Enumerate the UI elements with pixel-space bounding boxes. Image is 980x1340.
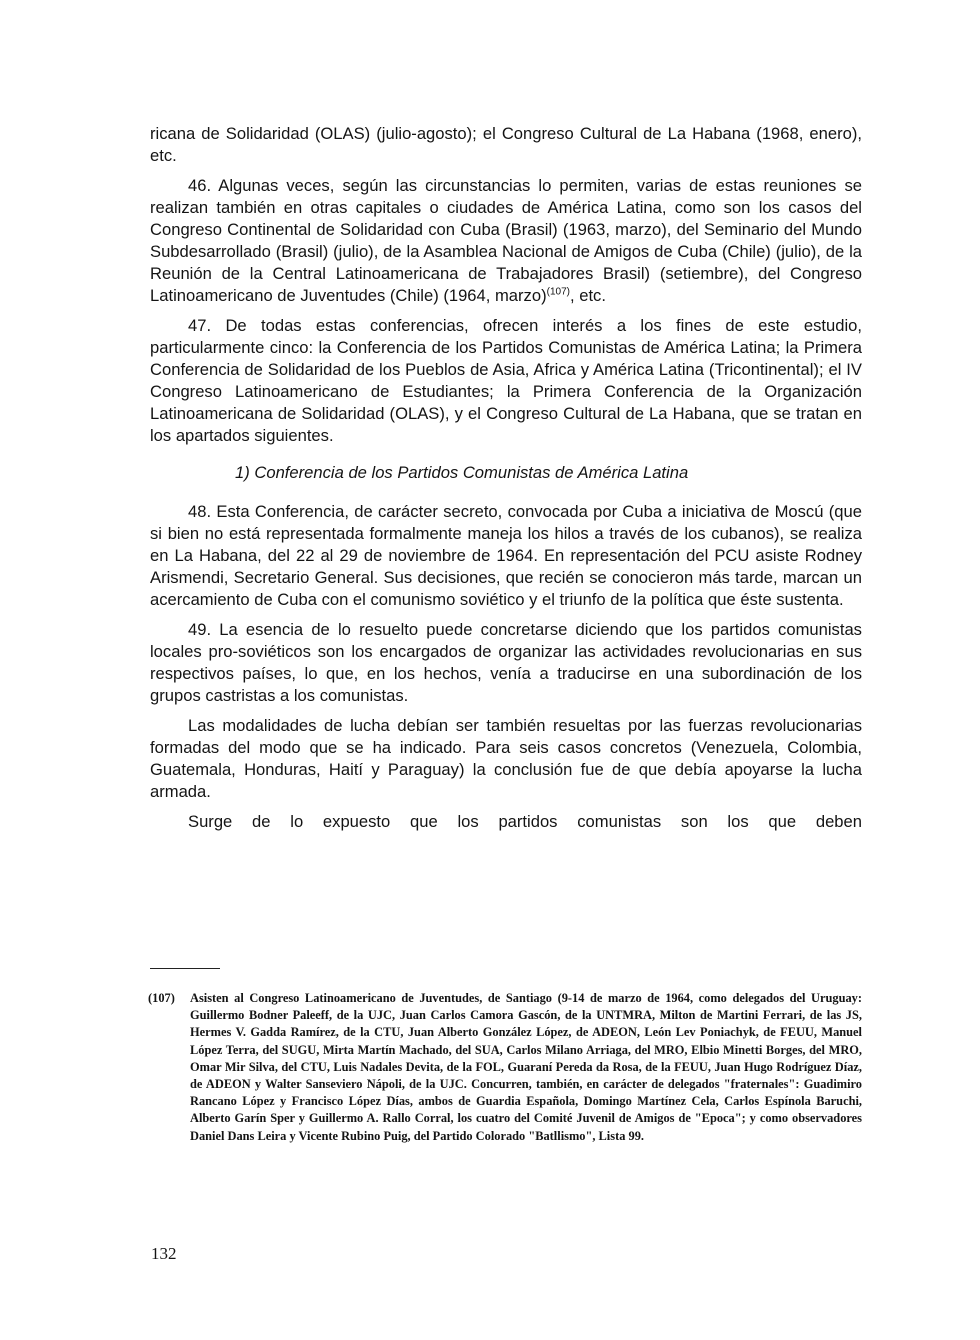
paragraph-tail: , etc. [570, 286, 606, 305]
paragraph-surge [150, 811, 862, 833]
paragraph-49 [150, 619, 862, 707]
footnote-107 [148, 990, 862, 1145]
paragraph-text: Algunas veces, según las circunstancias lo permiten, varias de estas reuniones se realizan también en otras capitales o ciudades de América Latina, como son los casos del Congreso Continental de Solidaridad con Cuba (Brasil) (1963, marzo), del Seminario del Mundo Subdesarrollado (Brasil) (julio), de la Asamblea Nacional de Amigos de Cuba (Chile) (julio), de la Reunión de la Central Latinoamericana de Trabajadores Brasil) (setiembre), del Congreso Latinoamericano de Juventudes (Chile) (1964, marzo) [150, 176, 862, 305]
footnote-text: Asisten al Congreso Latinoamericano de Juventudes, de Santiago (9-14 de marzo de 1964, como delegados del Uruguay: Guillermo Bodner Paleeff, de la UJC, Juan Carlos Camora Gascón, de la UNTMRA, Milton de Martini Ferrari, de las JS, Hermes V. Gadda Ramírez, de la CTU, Juan Alberto González López, de ADEON, León Lev Poniachyk, de FEUU, Manuel López Terra, del SUGU, Mirta Martín Machado, del SUA, Carlos Milano Arriaga, del MRO, Elbio Minetti Borges, del MRO, Omar Mir Silva, del CTU, Luis Nadales Devita, de la FOL, Guaraní Pereda da Rosa, de la FEUU, Juan Hugo Rodríguez Díaz, de ADEON y Walter Sanseviero Nápoli, de la UJC. Concurren, también, en carácter de delegados "fraternales": Guadimiro Rancano López y Francisco López Días, ambos de Guardia Española, Domingo Martínez Cela, Carlos Espínola Baruchi, Alberto Garín Sper y Guillermo A. Rallo Corral, los cuatro del Comité Juvenil de Amigos de "Epoca"; y como observadores Daniel Dans Leira y Vicente Rubino Puig, del Partido Colorado "Batllismo", Lista 99. [190, 991, 862, 1143]
paragraph-47 [150, 315, 862, 447]
paragraph-text: Esta Conferencia, de carácter secreto, convocada por Cuba a iniciativa de Moscú (que si bien no está representada formalmente maneja los hilos a través de los cubanos), se realiza en La Habana, del 22 al 29 de noviembre de 1964. En representación del PCU asiste Rodney Arismendi, Secretario General. Sus decisiones, que recién se conocieron más tarde, marcan un acercamiento de Cuba con el comunismo soviético y el triunfo de la política que éste sustenta. [150, 502, 862, 609]
paragraph-text: La esencia de lo resuelto puede concretarse diciendo que los partidos comunistas locales pro-soviéticos son los encargados de organizar las actividades revolucionarias en sus respectivos países, lo que, en los hechos, venía a traducirse en una subordinación de los grupos castristas a los comunistas. [150, 620, 862, 705]
paragraph-modalidades [150, 715, 862, 803]
paragraph-number: 46. [188, 176, 212, 195]
paragraph-number: 47. [188, 316, 212, 335]
section-heading: 1) Conferencia de los Partidos Comunistas de América Latina [235, 463, 689, 482]
paragraph-48 [150, 501, 862, 611]
paragraph-text: De todas estas conferencias, ofrecen interés a los fines de este estudio, particularmente cinco: la Conferencia de los Partidos Comunistas de América Latina; la Primera Conferencia de Solidaridad de los Pueblos de Asia, Africa y América Latina (Tricontinental); el IV Congreso Latinoamericano de Estudiantes; la Primera Conferencia de la Organización Latinoamericana de Solidaridad (OLAS), y el Congreso Cultural de La Habana, que se tratan en los apartados siguientes. [150, 316, 862, 445]
paragraph-number: 48. [188, 502, 212, 521]
paragraph-text: Las modalidades de lucha debían ser también resueltas por las fuerzas revolucionarias formadas del modo que se ha indicado. Para seis casos concretos (Venezuela, Colombia, Guatemala, Honduras, Haití y Paraguay) la conclusión fue de que debía apoyarse la lucha armada. [150, 716, 862, 801]
paragraph-number: 49. [188, 620, 212, 639]
paragraph-text: ricana de Solidaridad (OLAS) (julio-agosto); el Congreso Cultural de La Habana (1968, enero), etc. [150, 124, 862, 165]
page-body [150, 123, 862, 841]
paragraph-continuation [150, 123, 862, 167]
footnote-label: (107) [148, 991, 175, 1005]
page-number: 132 [151, 1244, 177, 1263]
paragraph-text: Surge de lo expuesto que los partidos comunistas son los que deben [188, 812, 862, 831]
footnote-divider [150, 968, 220, 969]
paragraph-46 [150, 175, 862, 307]
footnote-reference[interactable]: (107) [546, 286, 570, 298]
